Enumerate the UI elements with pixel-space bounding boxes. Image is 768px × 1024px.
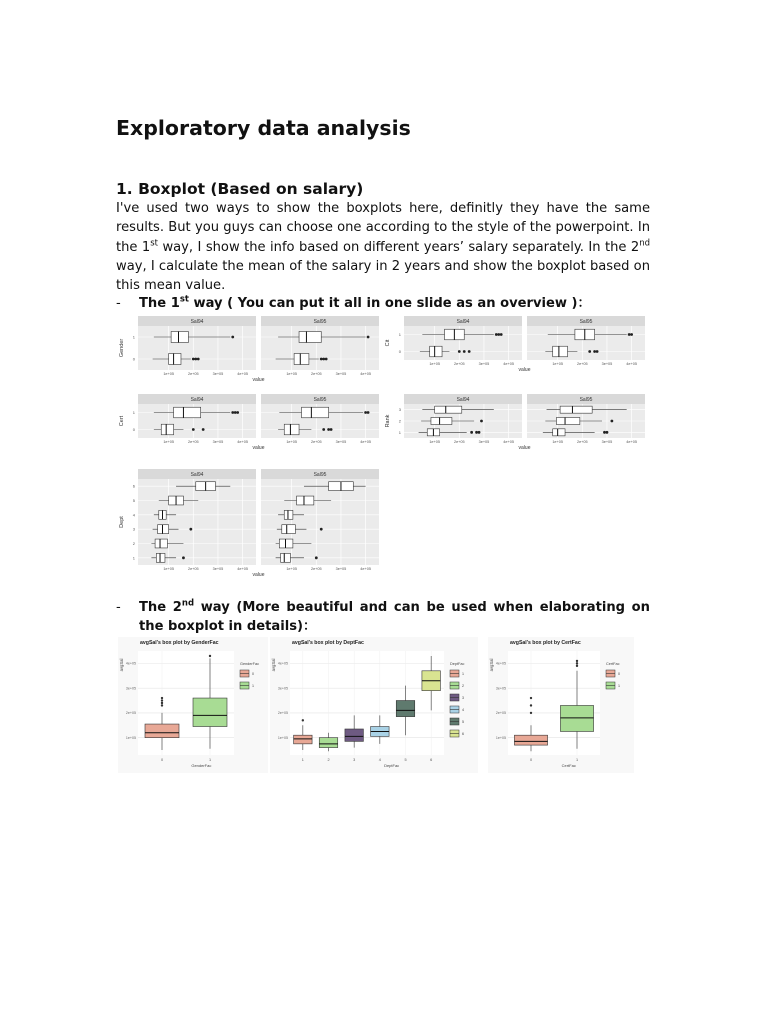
outlier-point bbox=[231, 336, 234, 339]
x-tick-label: 1e+05 bbox=[286, 372, 297, 376]
legend-label: 5 bbox=[462, 720, 464, 724]
intro-paragraph: I've used two ways to show the boxplots here, definitly they have the same results. But you guys can choose one according to the style of the powerpoint. In the 1st way, I show the info based on different years’ salary separately. In the 2nd way, I calculate the mean of the salary in 2 years and show the boxplot based on this mean value. bbox=[116, 201, 650, 294]
outlier-point bbox=[330, 428, 333, 431]
outlier-point bbox=[209, 655, 211, 657]
x-axis-label: GenderFac bbox=[191, 763, 212, 768]
x-tick-label: 2e+05 bbox=[310, 440, 322, 444]
x-tick-label: 6 bbox=[430, 758, 433, 762]
facet-chart-rank bbox=[385, 394, 645, 451]
box bbox=[171, 332, 188, 343]
outlier-point bbox=[182, 556, 185, 559]
x-tick-label: 2e+05 bbox=[453, 362, 465, 366]
y-tick-label: 3e+05 bbox=[277, 686, 288, 691]
y-tick-label: 2e+05 bbox=[125, 711, 136, 716]
x-tick-label: 1e+05 bbox=[163, 567, 174, 571]
x-tick-label: 1e+05 bbox=[286, 440, 297, 444]
bullet-second-way bbox=[116, 598, 650, 638]
y-axis-label: avgSal bbox=[489, 658, 494, 672]
outlier-point bbox=[192, 358, 195, 361]
x-tick-label: 3e+05 bbox=[212, 567, 224, 571]
x-tick-label: 4e+05 bbox=[503, 362, 514, 366]
legend-title: CertFac bbox=[606, 662, 620, 666]
legend-title: GenderFac bbox=[240, 662, 259, 666]
x-axis-label: value bbox=[252, 377, 265, 383]
x-axis-label: value bbox=[252, 572, 265, 578]
x-tick-label: 1e+05 bbox=[429, 440, 440, 444]
x-tick-label: 3e+05 bbox=[478, 440, 490, 444]
x-tick-label: 3e+05 bbox=[212, 372, 224, 376]
x-axis-label: DeptFac bbox=[384, 763, 400, 768]
outlier-point bbox=[364, 411, 367, 414]
outlier-point bbox=[192, 428, 195, 431]
box bbox=[431, 417, 452, 424]
outlier-point bbox=[576, 660, 578, 662]
outlier-point bbox=[315, 556, 318, 559]
legend-label: 3 bbox=[462, 696, 464, 700]
x-axis-label: value bbox=[518, 445, 531, 451]
chart-title: avgSal's box plot by CertFac bbox=[510, 640, 581, 646]
y-tick-label: 1 bbox=[132, 334, 135, 340]
x-tick-label: 4e+05 bbox=[626, 362, 637, 366]
legend-label: 1 bbox=[252, 684, 254, 688]
outlier-point bbox=[322, 428, 325, 431]
x-tick-label: 4e+05 bbox=[360, 567, 371, 571]
legend-label: 1 bbox=[462, 672, 464, 676]
x-tick-label: 4e+05 bbox=[237, 372, 248, 376]
outlier-point bbox=[367, 411, 370, 414]
y-axis-label: Cit bbox=[385, 339, 391, 347]
outlier-point bbox=[463, 350, 466, 353]
outlier-point bbox=[530, 712, 532, 714]
box bbox=[155, 539, 167, 548]
legend-label: 0 bbox=[618, 672, 620, 676]
x-tick-label: 0 bbox=[160, 758, 164, 762]
outlier-point bbox=[327, 428, 330, 431]
outlier-point bbox=[475, 431, 478, 434]
y-tick-label: 2 bbox=[132, 541, 135, 546]
x-axis-label: CertFac bbox=[561, 763, 576, 768]
avg-salary-chart-genderfac bbox=[118, 637, 268, 773]
box bbox=[430, 346, 442, 357]
y-axis-label: avgSal bbox=[119, 658, 124, 672]
x-tick-label: 3e+05 bbox=[335, 440, 347, 444]
outlier-point bbox=[596, 350, 599, 353]
facet-chart-cit bbox=[385, 316, 645, 373]
y-tick-label: 1 bbox=[132, 555, 135, 561]
facet-chart-gender bbox=[119, 316, 379, 383]
y-tick-label: 2 bbox=[398, 418, 401, 424]
bullet-dash: - bbox=[116, 296, 121, 311]
facet-strip-label: Sal95 bbox=[313, 397, 327, 403]
x-tick-label: 4e+05 bbox=[626, 440, 637, 444]
box bbox=[345, 729, 363, 741]
x-tick-label: 4e+05 bbox=[237, 440, 248, 444]
outlier-point bbox=[530, 704, 532, 706]
facet-strip-label: Sal94 bbox=[456, 397, 470, 403]
y-axis-label: Cert bbox=[119, 415, 125, 427]
plot-panel bbox=[138, 326, 256, 370]
y-tick-label: 4e+05 bbox=[125, 661, 136, 666]
outlier-point bbox=[236, 411, 239, 414]
y-tick-label: 4 bbox=[132, 512, 135, 518]
x-tick-label: 1 bbox=[575, 758, 579, 762]
outlier-point bbox=[497, 333, 500, 336]
outlier-point bbox=[588, 350, 591, 353]
y-tick-label: 1e+05 bbox=[277, 735, 288, 740]
outlier-point bbox=[320, 528, 323, 531]
x-tick-label: 2e+05 bbox=[310, 567, 322, 571]
box bbox=[556, 417, 579, 424]
legend-label: 6 bbox=[462, 732, 464, 736]
outlier-point bbox=[500, 333, 503, 336]
facet-strip-label: Sal95 bbox=[313, 319, 327, 325]
outlier-point bbox=[610, 420, 613, 423]
x-tick-label: 1 bbox=[301, 758, 304, 762]
box bbox=[560, 406, 592, 413]
box bbox=[319, 738, 337, 748]
box bbox=[302, 407, 329, 418]
x-tick-label: 3e+05 bbox=[335, 567, 347, 571]
outlier-point bbox=[530, 697, 532, 699]
facet-strip-label: Sal95 bbox=[313, 472, 327, 478]
box bbox=[560, 705, 593, 731]
box bbox=[174, 407, 201, 418]
y-axis-label: avgSal bbox=[271, 658, 276, 672]
outlier-point bbox=[480, 420, 483, 423]
box bbox=[284, 510, 293, 519]
plot-panel bbox=[290, 651, 444, 755]
x-tick-label: 4e+05 bbox=[237, 567, 248, 571]
facet-strip-label: Sal94 bbox=[190, 397, 204, 403]
y-tick-label: 2e+05 bbox=[277, 711, 288, 716]
outlier-point bbox=[628, 333, 631, 336]
outlier-point bbox=[606, 431, 609, 434]
faceted-boxplots-figure bbox=[118, 316, 646, 584]
legend-title: DeptFac bbox=[450, 662, 465, 666]
x-tick-label: 2e+05 bbox=[310, 372, 322, 376]
x-tick-label: 2e+05 bbox=[453, 440, 465, 444]
box bbox=[299, 332, 321, 343]
outlier-point bbox=[197, 358, 200, 361]
outlier-point bbox=[468, 350, 471, 353]
facet-strip-label: Sal94 bbox=[456, 319, 470, 325]
x-tick-label: 2e+05 bbox=[187, 372, 199, 376]
outlier-point bbox=[161, 697, 163, 699]
y-tick-label: 0 bbox=[132, 356, 135, 362]
box bbox=[279, 539, 293, 548]
x-tick-label: 3e+05 bbox=[601, 440, 613, 444]
avg-salary-boxplots-figure bbox=[118, 637, 634, 773]
y-tick-label: 0 bbox=[132, 427, 135, 432]
box bbox=[145, 724, 179, 738]
facet-chart-dept bbox=[119, 469, 379, 578]
outlier-point bbox=[231, 411, 234, 414]
outlier-point bbox=[630, 333, 633, 336]
bullet-first-way bbox=[116, 294, 650, 314]
box bbox=[284, 424, 299, 435]
y-tick-label: 6 bbox=[132, 483, 135, 489]
x-tick-label: 1e+05 bbox=[163, 372, 174, 376]
x-tick-label: 3e+05 bbox=[478, 362, 490, 366]
bullet-first-way-text: The 1st way ( You can put it all in one slide as an overview )： bbox=[139, 294, 591, 311]
outlier-point bbox=[322, 358, 325, 361]
plot-panel bbox=[261, 479, 379, 565]
y-tick-label: 3 bbox=[398, 407, 401, 413]
y-tick-label: 1e+05 bbox=[125, 735, 136, 740]
box bbox=[281, 553, 291, 562]
chart-title: avgSal's box plot by DeptFac bbox=[292, 640, 364, 646]
outlier-point bbox=[576, 665, 578, 667]
legend-label: 4 bbox=[462, 708, 464, 712]
y-tick-label: 1 bbox=[132, 410, 135, 415]
x-tick-label: 4 bbox=[378, 758, 381, 762]
x-tick-label: 5 bbox=[404, 758, 407, 762]
x-tick-label: 3e+05 bbox=[212, 440, 224, 444]
outlier-point bbox=[458, 350, 461, 353]
x-tick-label: 1e+05 bbox=[429, 362, 440, 366]
box bbox=[514, 735, 547, 745]
legend-label: 0 bbox=[252, 672, 254, 676]
facet-strip-label: Sal95 bbox=[579, 319, 593, 325]
y-tick-label: 0 bbox=[398, 349, 401, 354]
box bbox=[553, 346, 568, 357]
outlier-point bbox=[495, 333, 498, 336]
y-tick-label: 5 bbox=[132, 498, 135, 503]
outlier-point bbox=[161, 699, 163, 701]
x-tick-label: 3 bbox=[353, 758, 356, 762]
x-tick-label: 3e+05 bbox=[601, 362, 613, 366]
bullet-second-way-text: The 2nd way (More beautiful and can be used when elaborating on the boxplot in details)： bbox=[139, 598, 650, 635]
y-axis-label: Dept bbox=[119, 516, 125, 528]
box bbox=[435, 406, 462, 413]
y-tick-label: 4e+05 bbox=[277, 661, 288, 666]
legend-label: 2 bbox=[462, 684, 464, 688]
avg-salary-chart-deptfac bbox=[270, 637, 478, 773]
y-tick-label: 3e+05 bbox=[125, 686, 136, 691]
outlier-point bbox=[478, 431, 481, 434]
y-tick-label: 4e+05 bbox=[495, 661, 506, 666]
outlier-point bbox=[325, 358, 328, 361]
y-tick-label: 1 bbox=[398, 332, 401, 337]
x-tick-label: 0 bbox=[529, 758, 533, 762]
outlier-point bbox=[202, 428, 205, 431]
x-tick-label: 2e+05 bbox=[576, 362, 588, 366]
box bbox=[294, 354, 309, 365]
outlier-point bbox=[576, 662, 578, 664]
y-tick-label: 2e+05 bbox=[495, 711, 506, 716]
box bbox=[396, 701, 414, 717]
y-tick-label: 1e+05 bbox=[495, 735, 506, 740]
y-axis-label: Gender bbox=[119, 338, 125, 358]
facet-strip-label: Sal94 bbox=[190, 472, 204, 478]
y-tick-label: 1 bbox=[398, 429, 401, 435]
facet-strip-label: Sal94 bbox=[190, 319, 204, 325]
box bbox=[297, 496, 314, 505]
outlier-point bbox=[161, 702, 163, 704]
legend-label: 1 bbox=[618, 684, 620, 688]
box bbox=[282, 525, 296, 534]
x-tick-label: 4e+05 bbox=[360, 440, 371, 444]
y-tick-label: 3 bbox=[132, 526, 135, 532]
x-tick-label: 2e+05 bbox=[187, 440, 199, 444]
bullet-dash: - bbox=[116, 600, 121, 615]
box bbox=[193, 698, 227, 726]
facet-chart-cert bbox=[119, 394, 379, 451]
x-axis-label: value bbox=[518, 367, 531, 373]
avg-salary-chart-certfac bbox=[488, 637, 634, 773]
outlier-point bbox=[593, 350, 596, 353]
y-axis-label: Rank bbox=[385, 414, 391, 428]
x-tick-label: 1 bbox=[208, 758, 212, 762]
box bbox=[161, 424, 173, 435]
outlier-point bbox=[161, 704, 163, 706]
x-tick-label: 2 bbox=[327, 758, 330, 762]
chart-title: avgSal's box plot by GenderFac bbox=[140, 640, 219, 646]
x-tick-label: 4e+05 bbox=[503, 440, 514, 444]
box bbox=[553, 429, 565, 436]
x-tick-label: 4e+05 bbox=[360, 372, 371, 376]
y-tick-label: 3e+05 bbox=[495, 686, 506, 691]
facet-strip-label: Sal95 bbox=[579, 397, 593, 403]
box bbox=[294, 735, 312, 744]
x-tick-label: 1e+05 bbox=[286, 567, 297, 571]
x-axis-label: value bbox=[252, 445, 265, 451]
outlier-point bbox=[302, 719, 304, 721]
outlier-point bbox=[189, 528, 192, 531]
outlier-point bbox=[470, 431, 473, 434]
outlier-point bbox=[603, 431, 606, 434]
x-tick-label: 1e+05 bbox=[163, 440, 174, 444]
box bbox=[156, 553, 165, 562]
document-title: Exploratory data analysis bbox=[116, 116, 411, 140]
outlier-point bbox=[367, 336, 370, 339]
box bbox=[169, 354, 181, 365]
outlier-point bbox=[320, 358, 323, 361]
x-tick-label: 2e+05 bbox=[576, 440, 588, 444]
x-tick-label: 3e+05 bbox=[335, 372, 347, 376]
outlier-point bbox=[194, 358, 197, 361]
x-tick-label: 1e+05 bbox=[552, 440, 563, 444]
plot-panel bbox=[138, 479, 256, 565]
box bbox=[158, 525, 169, 534]
x-tick-label: 2e+05 bbox=[187, 567, 199, 571]
x-tick-label: 1e+05 bbox=[552, 362, 563, 366]
section-heading: 1. Boxplot (Based on salary) bbox=[116, 180, 364, 198]
outlier-point bbox=[234, 411, 237, 414]
